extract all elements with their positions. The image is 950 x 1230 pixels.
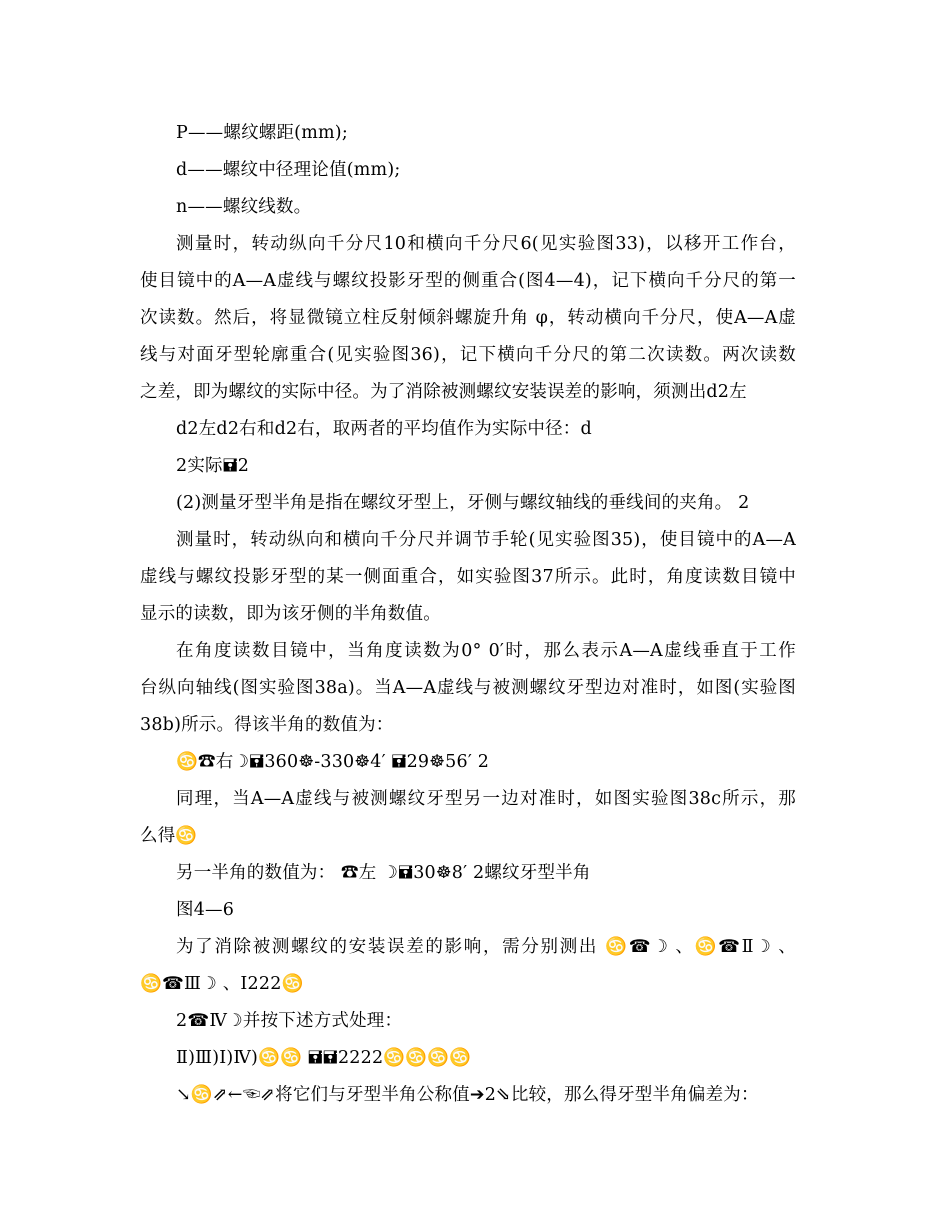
text-line: 次读数。然后，将显微镜立柱反射倾斜螺旋升角 φ，转动横向千分尺，使A—A虚 bbox=[140, 308, 796, 328]
text-line: 么得♋ bbox=[140, 826, 198, 846]
text-line: 使目镜中的A—A虚线与螺纹投影牙型的侧重合(图4—4)，记下横向千分尺的第一 bbox=[140, 271, 796, 291]
text-line: (2)测量牙型半角是指在螺纹牙型上，牙侧与螺纹轴线的垂线间的夹角。 2 bbox=[176, 493, 750, 513]
text-line: 虚线与螺纹投影牙型的某一侧面重合，如实验图37所示。此时，角度读数目镜中 bbox=[140, 567, 796, 587]
text-line: 线与对面牙型轮廓重合(见实验图36)，记下横向千分尺的第二次读数。两次读数 bbox=[140, 345, 796, 365]
text-line: 为了消除被测螺纹的安装误差的影响，需分别测出 ♋☎☽ 、♋☎Ⅱ☽ 、 bbox=[176, 937, 796, 957]
text-line: ↘♋⇗←☜⇗将它们与牙型半角公称值➔2⇘比较，那么得牙型半角偏差为： bbox=[176, 1085, 759, 1105]
text-line: 另一半角的数值为： ☎左 ☽🖬30☸8′ 2螺纹牙型半角 bbox=[176, 863, 591, 883]
text-line: 在角度读数目镜中，当角度读数为0° 0′时，那么表示A—A虚线垂直于工作 bbox=[176, 641, 796, 661]
text-line: 显示的读数，即为该牙侧的半角数值。 bbox=[140, 604, 441, 624]
text-line: d——螺纹中径理论值(mm); bbox=[176, 160, 401, 180]
text-line: 图4—6 bbox=[176, 900, 235, 920]
text-line: 38b)所示。得该半角的数值为： bbox=[140, 715, 394, 735]
text-line: 同理，当A—A虚线与被测螺纹牙型另一边对准时，如图实验图38c所示，那 bbox=[176, 789, 796, 809]
text-line: ♋☎Ⅲ☽ 、Ⅰ222♋ bbox=[140, 974, 304, 994]
text-line: P——螺纹螺距(mm); bbox=[176, 123, 348, 143]
text-line: n——螺纹线数。 bbox=[176, 197, 312, 217]
text-line: 台纵向轴线(图实验图38a)。当A—A虚线与被测螺纹牙型边对准时，如图(实验图 bbox=[140, 678, 796, 698]
text-line: 2实际🖬2 bbox=[176, 456, 250, 476]
text-line: 测量时，转动纵向千分尺10和横向千分尺6(见实验图33)，以移开工作台， bbox=[176, 234, 796, 254]
text-line: Ⅱ)Ⅲ)Ⅰ)Ⅳ)♋♋ 🖬🖬2222♋♋♋♋ bbox=[176, 1048, 472, 1068]
text-line: d2左d2右和d2右，取两者的平均值作为实际中径：d bbox=[176, 419, 592, 439]
text-line: 测量时，转动纵向和横向千分尺并调节手轮(见实验图35)，使目镜中的A—A bbox=[176, 530, 796, 550]
text-line: ♋☎右☽🖬360☸-330☸4′ 🖬29☸56′ 2 bbox=[176, 752, 490, 772]
text-line: 之差，即为螺纹的实际中径。为了消除被测螺纹安装误差的影响，须测出d2左 bbox=[140, 382, 747, 402]
text-line: 2☎Ⅳ☽并按下述方式处理： bbox=[176, 1011, 403, 1031]
